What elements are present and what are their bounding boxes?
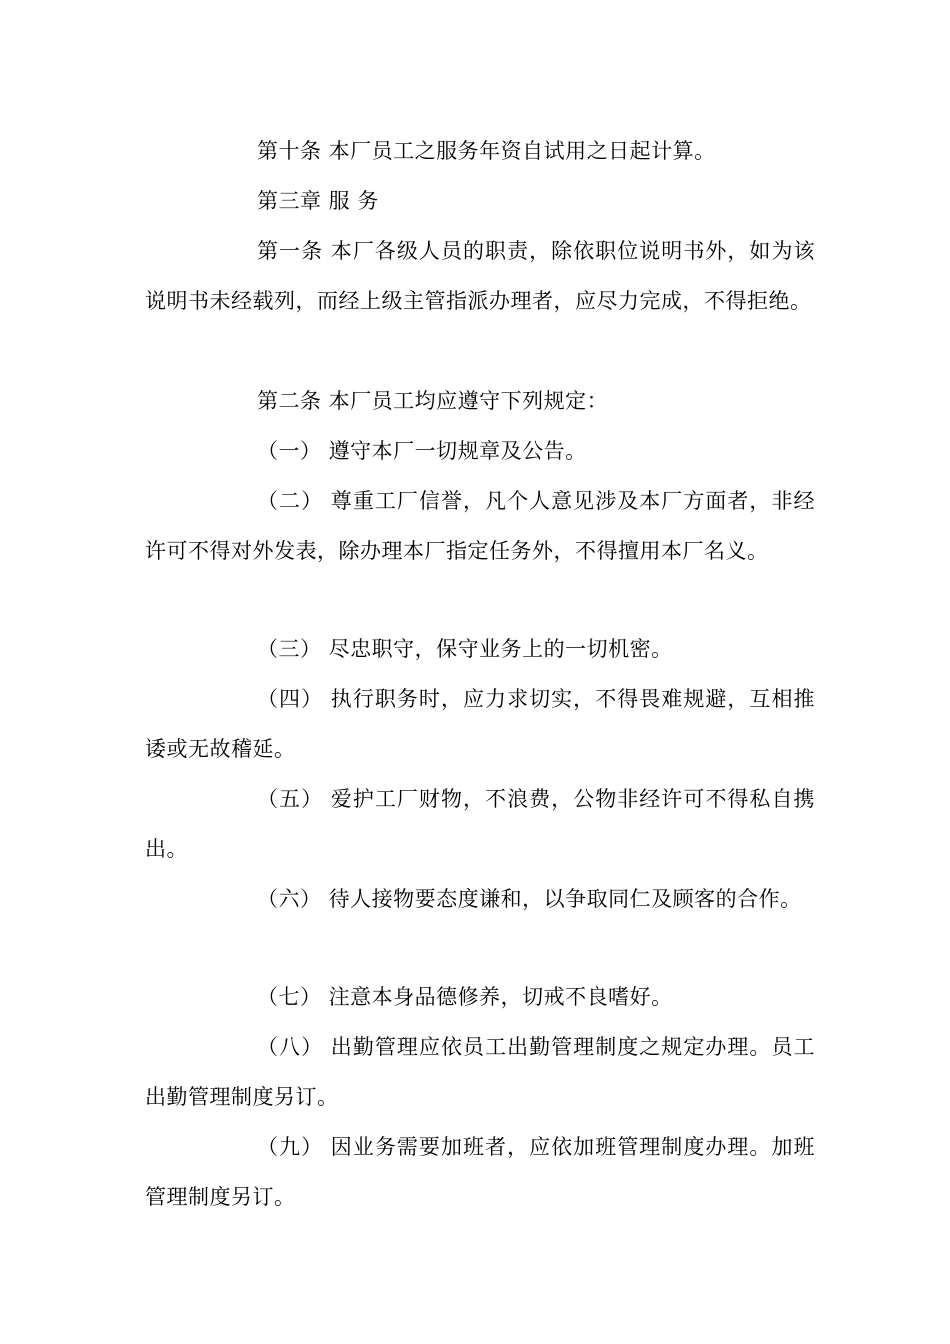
- rule-9-paragraph: （九） 因业务需要加班者，应依加班管理制度办理。加班管理制度另订。: [145, 1135, 815, 1209]
- rule-2-paragraph: （二） 尊重工厂信誉，凡个人意见涉及本厂方面者，非经许可不得对外发表，除办理本厂指定任务外，不得擅用本厂名义。: [145, 489, 815, 563]
- rule-6-paragraph: （六） 待人接物要态度谦和，以争取同仁及顾客的合作。: [257, 887, 802, 911]
- article-2-paragraph: 第二条 本厂员工均应遵守下列规定：: [257, 389, 609, 413]
- rule-5-paragraph: （五） 爱护工厂财物，不浪费，公物非经许可不得私自携出。: [145, 787, 815, 861]
- chapter-3-heading: 第三章 服 务: [257, 189, 379, 213]
- article-1-paragraph: 第一条 本厂各级人员的职责，除依职位说明书外，如为该说明书未经载列，而经上级主管指派办理者，应尽力完成，不得拒绝。: [145, 239, 815, 313]
- article-10-paragraph: 第十条 本厂员工之服务年资自试用之日起计算。: [257, 139, 716, 163]
- rule-1-paragraph: （一） 遵守本厂一切规章及公告。: [257, 439, 587, 463]
- rule-8-paragraph: （八） 出勤管理应依员工出勤管理制度之规定办理。员工出勤管理制度另订。: [145, 1035, 815, 1109]
- rule-4-paragraph: （四） 执行职务时，应力求切实，不得畏难规避，互相推诿或无故稽延。: [145, 687, 815, 761]
- rule-7-paragraph: （七） 注意本身品德修养，切戒不良嗜好。: [257, 985, 673, 1009]
- rule-3-paragraph: （三） 尽忠职守，保守业务上的一切机密。: [257, 637, 673, 661]
